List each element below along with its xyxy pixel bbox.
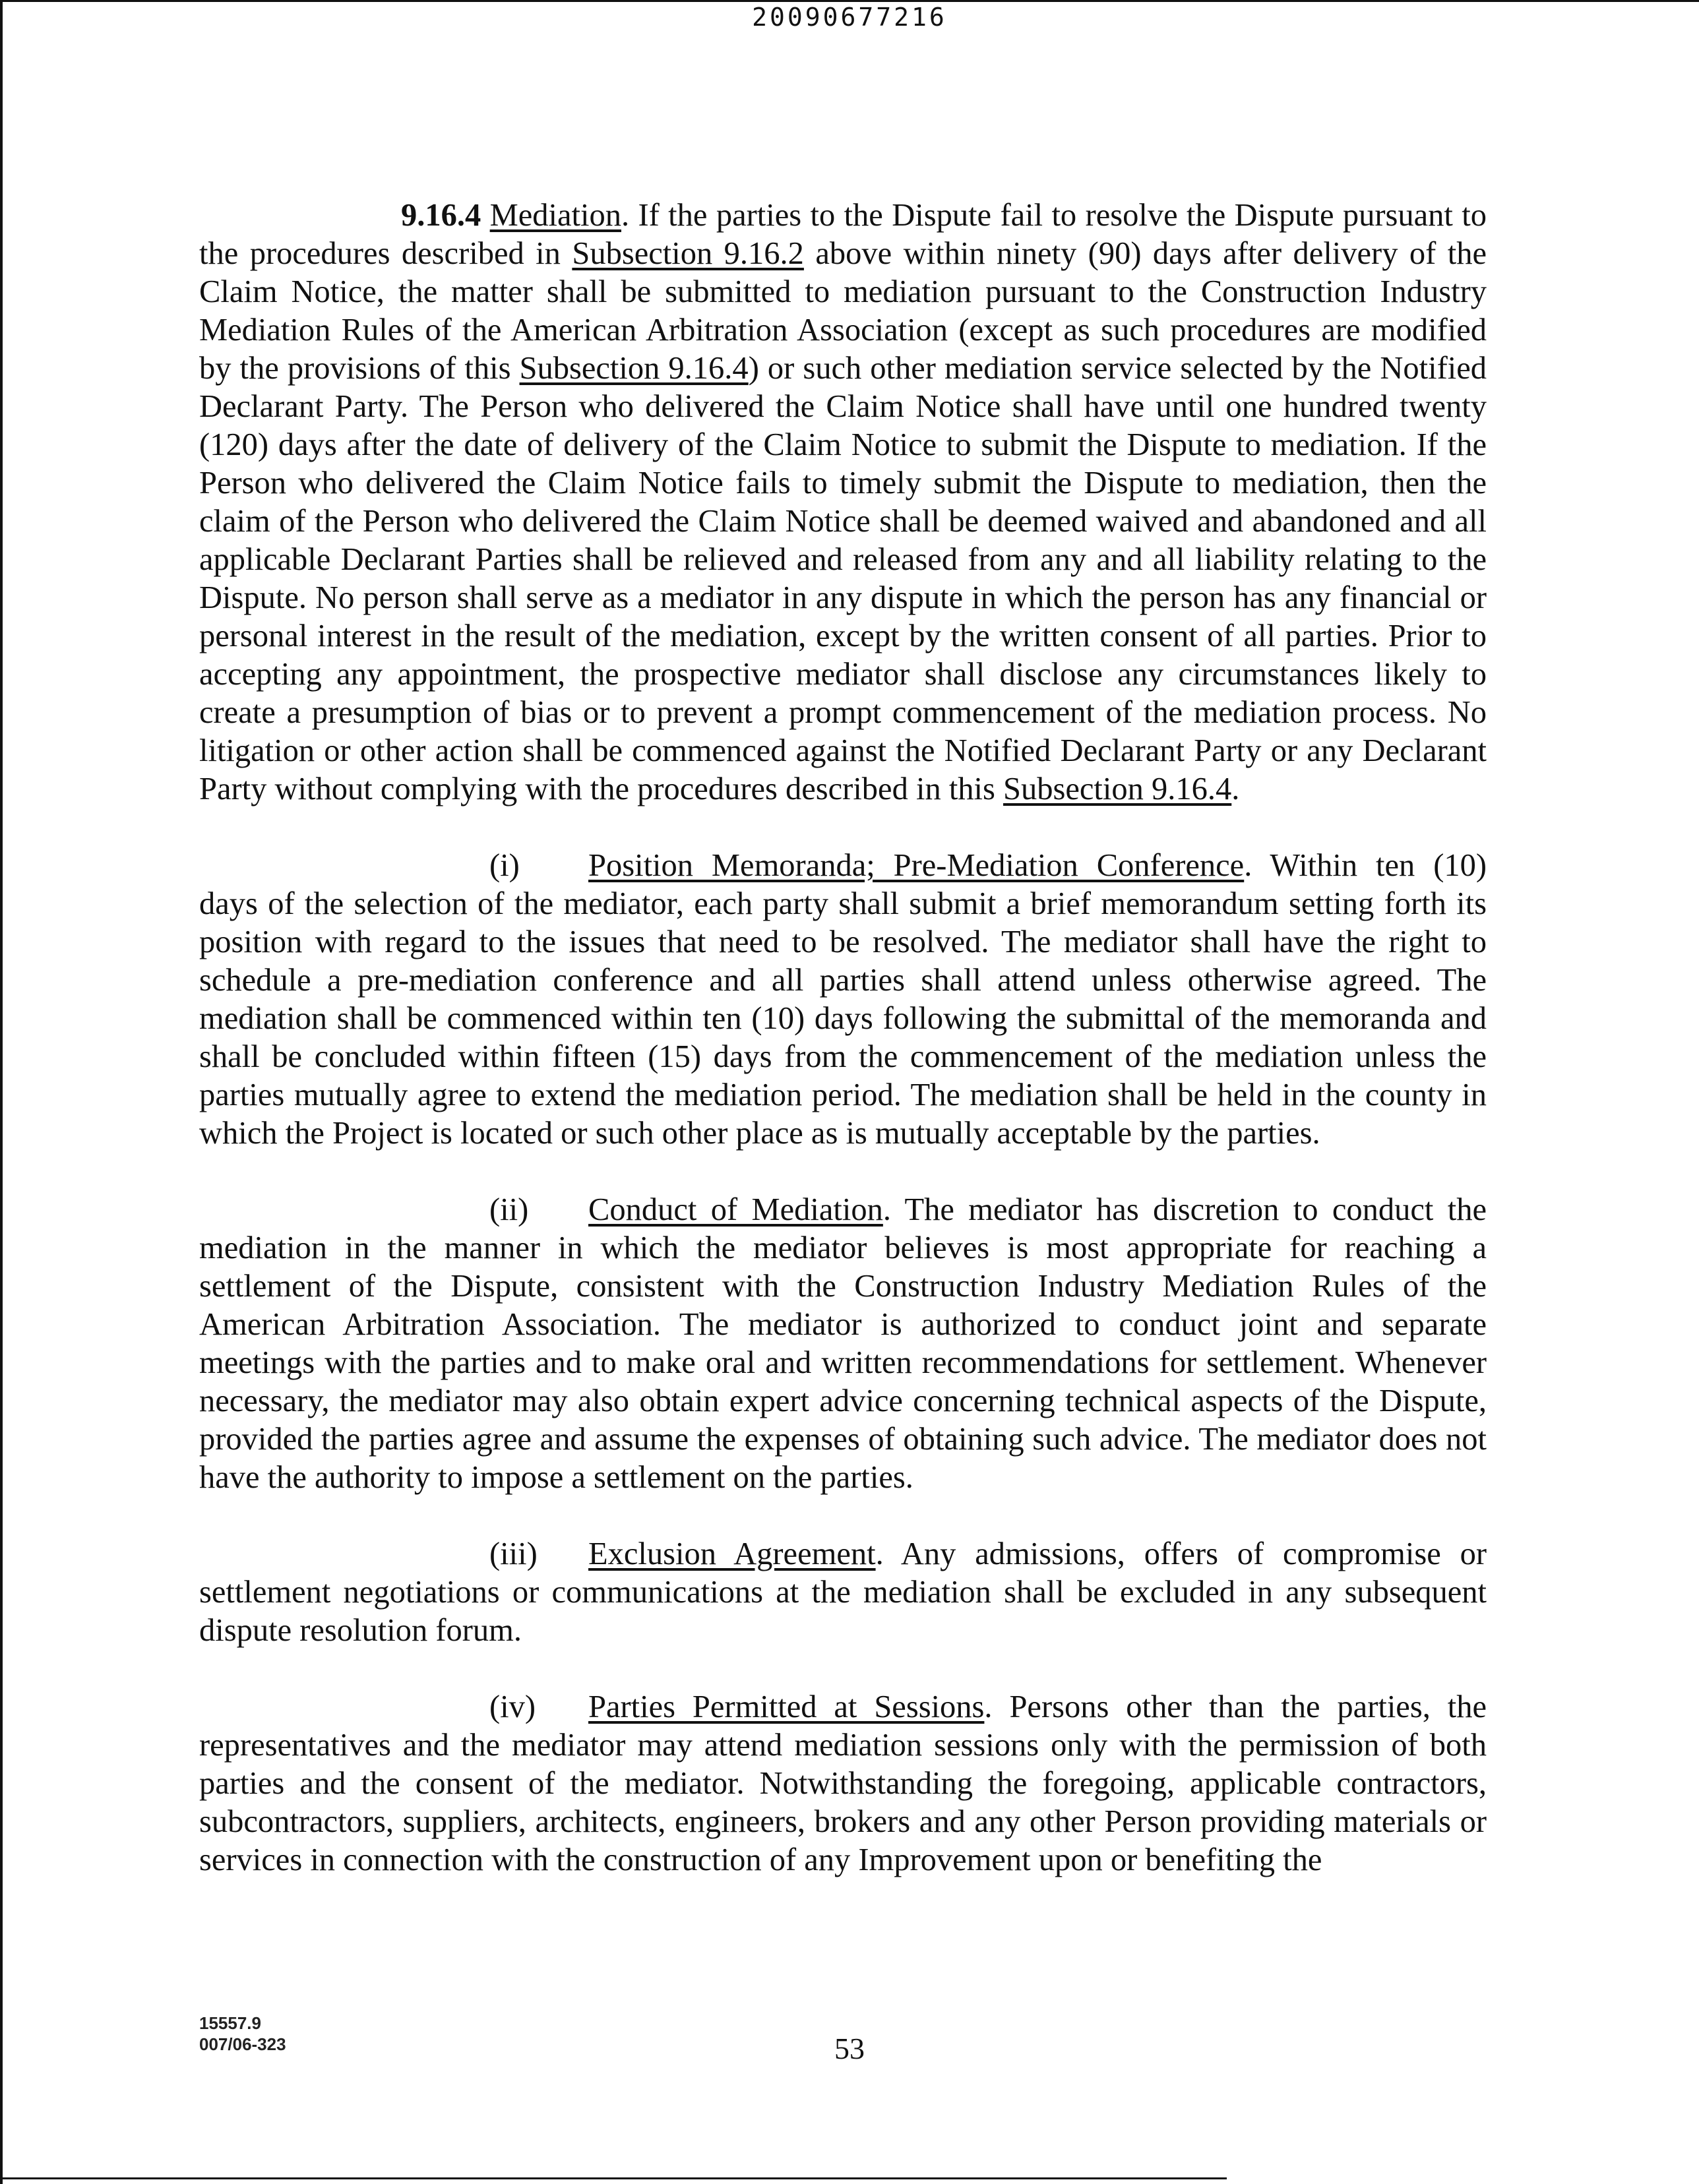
subsection-title: Parties Permitted at Sessions bbox=[588, 1689, 985, 1724]
document-body bbox=[199, 197, 1487, 1918]
subsection-text: . Any admissions, offers of compromise or settlement negotiations or communications at the mediation shall be excluded in any subsequent dispute resolution forum. bbox=[199, 1536, 1487, 1648]
footer-code-line: 007/06-323 bbox=[199, 2034, 286, 2054]
section-text-part-1: . If the parties to the Dispute fail to resolve the Dispute pursuant to the procedures described in bbox=[199, 198, 1487, 271]
subsection-text: . Persons other than the parties, the representatives and the mediator may attend mediation sessions only with the permission of both parties and the consent of the mediator. Notwithstanding the foregoing, applicable contractors, subcontractors, suppliers, architects, engineers, brokers and any other Person providing materials or services in connection with the construction of any Improvement upon or benefiting the bbox=[199, 1689, 1487, 1877]
subsection-i-paragraph bbox=[199, 847, 1487, 1153]
section-title: Mediation bbox=[489, 198, 621, 233]
bottom-border bbox=[0, 2177, 1227, 2179]
subsection-ii-paragraph bbox=[199, 1191, 1487, 1497]
subsection-iv-paragraph bbox=[199, 1688, 1487, 1879]
subsection-iii-paragraph bbox=[199, 1535, 1487, 1650]
page-number: 53 bbox=[834, 2032, 865, 2065]
subsection-reference-link: Subsection 9.16.2 bbox=[572, 236, 804, 271]
top-border bbox=[0, 0, 1699, 2]
document-number: 20090677216 bbox=[752, 3, 947, 32]
subsection-text: . The mediator has discretion to conduct the mediation in the manner in which the mediator believes is most appropriate for reaching a settlement of the Dispute, consistent with the Construction Industry Mediation Rules of the American Arbitration Association. The mediator is authorized to conduct joint and separate meetings with the parties and to make oral and written recommendations for settlement. Whenever necessary, the mediator may also obtain expert advice concerning technical aspects of the Dispute, provided the parties agree and assume the expenses of obtaining such advice. The mediator does not have the authority to impose a settlement on the parties. bbox=[199, 1192, 1487, 1495]
section-number: 9.16.4 bbox=[401, 198, 481, 233]
section-9-16-4-paragraph bbox=[199, 197, 1487, 808]
subsection-reference-link: Subsection 9.16.4 bbox=[1003, 772, 1232, 806]
subsection-number: (iv) bbox=[489, 1689, 536, 1724]
subsection-reference-link: Subsection 9.16.4 bbox=[519, 351, 749, 386]
footer-code-line: 15557.9 bbox=[199, 2013, 261, 2033]
section-text-part-4: . bbox=[1231, 772, 1240, 806]
subsection-number: (i) bbox=[489, 848, 520, 883]
subsection-number: (iii) bbox=[489, 1536, 538, 1571]
subsection-title: Position Memoranda; Pre-Mediation Conference bbox=[588, 848, 1245, 883]
section-text-part-3: ) or such other mediation service selected by the Notified Declarant Party. The Person who delivered the Claim Notice shall have until one hundred twenty (120) days after the date of delivery of the Claim Notice to submit the Dispute to mediation. If the Person who delivered the Claim Notice fails to timely submit the Dispute to mediation, then the claim of the Person who delivered the Claim Notice shall be deemed waived and abandoned and all applicable Declarant Parties shall be relieved and released from any and all liability relating to the Dispute. No person shall serve as a mediator in any dispute in which the person has any financial or personal interest in the result of the mediation, except by the written consent of all parties. Prior to accepting any appointment, the prospective mediator shall disclose any circumstances likely to create a presumption of bias or to prevent a prompt commencement of the mediation process. No litigation or other action shall be commenced against the Notified Declarant Party or any Declarant Party without complying with the procedures described in this bbox=[199, 351, 1487, 806]
subsection-number: (ii) bbox=[489, 1192, 529, 1227]
section-text-part-2: above within ninety (90) days after delivery of the Claim Notice, the matter shall be submitted to mediation pursuant to the Construction Industry Mediation Rules of the American Arbitration Association (except as such procedures are modified by the provisions of this bbox=[199, 236, 1487, 386]
subsection-text: . Within ten (10) days of the selection of the mediator, each party shall submit a brief memorandum setting forth its position with regard to the issues that need to be resolved. The mediator shall have the right to schedule a pre-mediation conference and all parties shall attend unless otherwise agreed. The mediation shall be commenced within ten (10) days following the submittal of the memoranda and shall be concluded within fifteen (15) days from the commencement of the mediation unless the parties mutually agree to extend the mediation period. The mediation shall be held in the county in which the Project is located or such other place as is mutually acceptable by the parties. bbox=[199, 848, 1487, 1151]
subsection-title: Conduct of Mediation bbox=[588, 1192, 883, 1227]
left-border bbox=[0, 0, 3, 2184]
subsection-title: Exclusion Agreement bbox=[588, 1536, 876, 1571]
